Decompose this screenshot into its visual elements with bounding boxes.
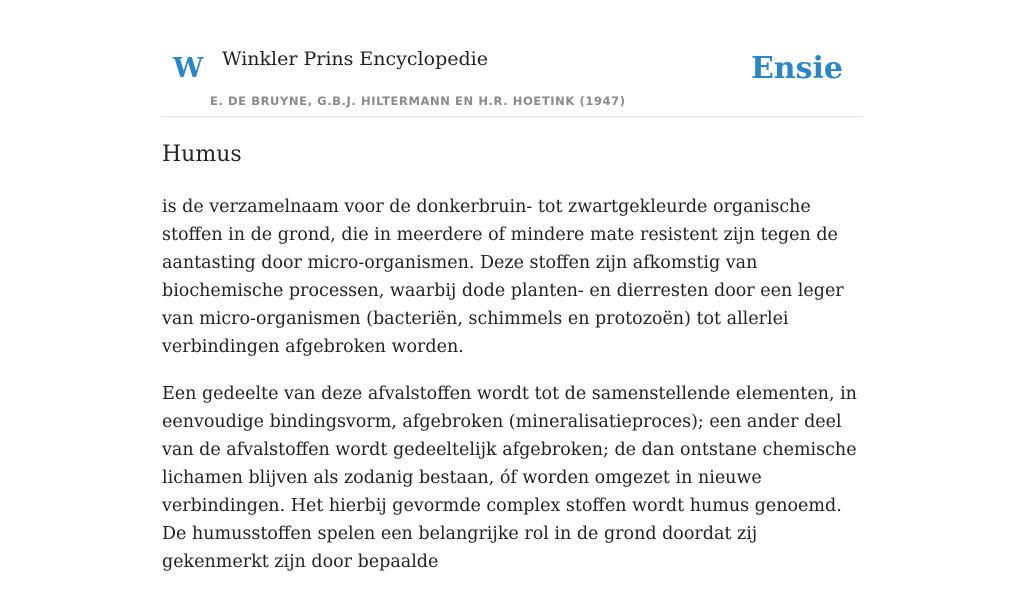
article-paragraph: is de verzamelnaam voor de donkerbruin- tot zwartgekleurde organische stoffen in de grond, die in meerdere of mindere mate resistent zijn tegen de aantasting door micro-organismen. Deze stoffen zijn afkomstig van biochemische processen, waarbij dode planten- en dierresten door een leger van micro-organismen (bacteriën, schimmels en protozoën) tot allerlei verbindingen afgebroken worden. xyxy=(162,197,844,357)
source-title-link[interactable]: Winkler Prins Encyclopedie xyxy=(222,48,488,70)
article-title: Humus xyxy=(162,142,242,167)
article-paragraph: Een gedeelte van deze afvalstoffen wordt tot de samenstellende elementen, in eenvoudige bindingsvorm, afgebroken (mineralisatieproces); een ander deel van de afvalstoffen wordt gedeeltelijk afgebroken; de dan ontstane chemische lichamen blijven als zodanig bestaan, óf worden omgezet in nieuwe verbindingen. Het hierbij gevormde complex stoffen wordt humus genoemd. De humusstoffen spelen een belangrijke rol in de grond doordat zij gekenmerkt zijn door bepaalde xyxy=(162,384,857,572)
ensie-logo[interactable]: Ensie xyxy=(750,51,843,86)
article-body xyxy=(162,193,867,595)
winkler-prins-logo[interactable]: W xyxy=(173,53,204,84)
source-authors: E. DE BRUYNE, G.B.J. HILTERMANN EN H.R. HOETINK (1947) xyxy=(210,94,626,108)
article-page xyxy=(162,0,862,572)
source-header xyxy=(162,0,862,117)
